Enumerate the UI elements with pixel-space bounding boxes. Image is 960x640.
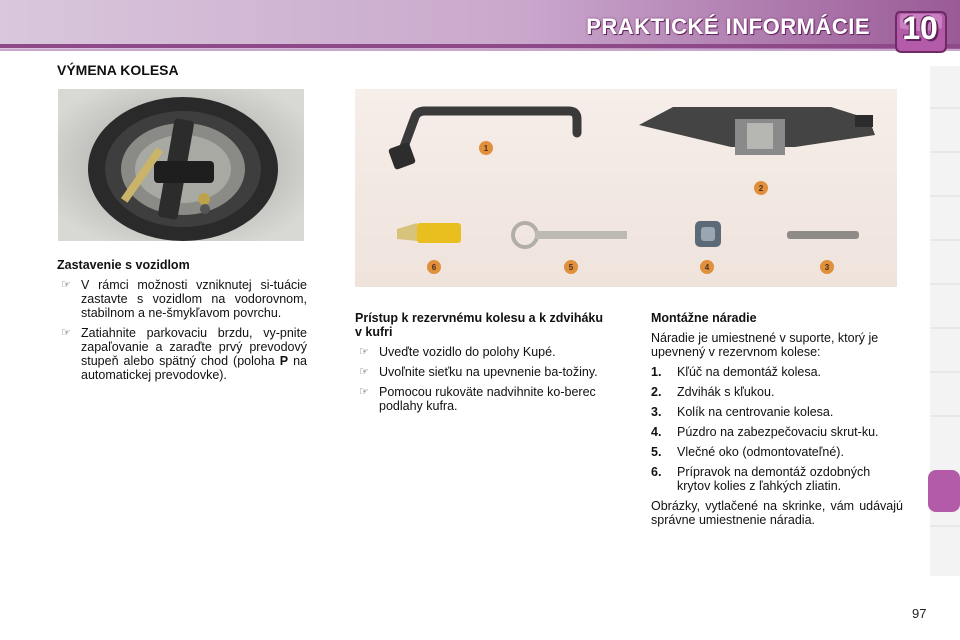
list-item-text: Vlečné oko (odmontovateľné). bbox=[677, 445, 844, 459]
pointing-hand-icon: ☞ bbox=[359, 346, 369, 358]
list-item bbox=[651, 385, 903, 399]
spare-wheel-photo bbox=[58, 89, 304, 241]
section-title: VÝMENA KOLESA bbox=[57, 62, 179, 78]
list-item bbox=[651, 365, 903, 379]
list-item-number: 1. bbox=[651, 365, 662, 379]
tool-label-5: 5 bbox=[568, 263, 574, 272]
assembly-tools-outro: Obrázky, vytlačené na skrinke, vám udávajú správne umiestnenie náradia. bbox=[651, 499, 903, 527]
list-item bbox=[57, 326, 307, 382]
list-item-text: V rámci možnosti vzniknutej si-tuácie zastavte s vozidlom na vodorovnom, stabilnom a ne-šmykľavom povrchu. bbox=[81, 278, 307, 320]
assembly-tools-intro: Náradie je umiestnené v suporte, ktorý je upevnený v rezervnom kolese: bbox=[651, 331, 879, 359]
list-item-text: na automatickej prevodovke). bbox=[81, 354, 307, 382]
tool-label-6: 6 bbox=[431, 263, 437, 272]
stopping-vehicle-heading: Zastavenie s vozidlom bbox=[57, 258, 190, 272]
list-item-text: Púzdro na zabezpečovaciu skrut-ku. bbox=[677, 425, 879, 439]
list-item-number: 6. bbox=[651, 465, 662, 479]
spare-wheel-access-section bbox=[355, 311, 605, 419]
list-item-text: Uvoľnite sieťku na upevnenie ba-tožiny. bbox=[379, 365, 598, 379]
list-item bbox=[651, 405, 903, 419]
list-item bbox=[651, 445, 903, 459]
assembly-tools-section bbox=[651, 311, 903, 527]
stopping-vehicle-section bbox=[57, 258, 307, 388]
list-item-text: Kolík na centrovanie kolesa. bbox=[677, 405, 834, 419]
chapter-tabs bbox=[926, 66, 960, 576]
gear-position-p: P bbox=[279, 354, 289, 368]
tool-label-4: 4 bbox=[704, 263, 710, 272]
active-chapter-tab bbox=[928, 470, 960, 512]
list-item bbox=[651, 425, 903, 439]
list-item bbox=[57, 278, 307, 320]
tool-label-2: 2 bbox=[758, 184, 764, 193]
pointing-hand-icon: ☞ bbox=[61, 279, 71, 291]
tool-label-3: 3 bbox=[824, 263, 830, 272]
page-header-title: PRAKTICKÉ INFORMÁCIE bbox=[586, 14, 870, 39]
list-item bbox=[355, 345, 605, 359]
list-item-text: Pomocou rukoväte nadvihnite ko-berec podlahy kufra. bbox=[379, 385, 596, 413]
pointing-hand-icon: ☞ bbox=[61, 327, 71, 339]
list-item-number: 4. bbox=[651, 425, 662, 439]
list-item-number: 2. bbox=[651, 385, 662, 399]
spare-wheel-access-heading: Prístup k rezervnému kolesu a k zdviháku v kufri bbox=[355, 311, 604, 339]
list-item bbox=[651, 465, 903, 493]
chapter-number: 10 bbox=[902, 10, 938, 46]
list-item-text: Uveďte vozidlo do polohy Kupé. bbox=[379, 345, 556, 359]
page-number: 97 bbox=[912, 606, 927, 621]
assembly-tools-heading: Montážne náradie bbox=[651, 311, 757, 325]
list-item-number: 5. bbox=[651, 445, 662, 459]
list-item-text: Prípravok na demontáž ozdobných krytov kolies z ľahkých zliatin. bbox=[677, 465, 871, 493]
list-item-text: Zatiahnite parkovaciu brzdu, vy-pnite zapaľovanie a zaraďte prvý prevodový stupeň alebo spätný chod (poloha bbox=[81, 326, 307, 368]
list-item-number: 3. bbox=[651, 405, 662, 419]
pointing-hand-icon: ☞ bbox=[359, 366, 369, 378]
list-item-text: Kľúč na demontáž kolesa. bbox=[677, 365, 822, 379]
tool-label-1: 1 bbox=[483, 144, 489, 153]
list-item bbox=[355, 385, 605, 413]
list-item bbox=[355, 365, 605, 379]
tool-kit-photo bbox=[355, 89, 897, 287]
pointing-hand-icon: ☞ bbox=[359, 386, 369, 398]
list-item-text: Zdvihák s kľukou. bbox=[677, 385, 775, 399]
